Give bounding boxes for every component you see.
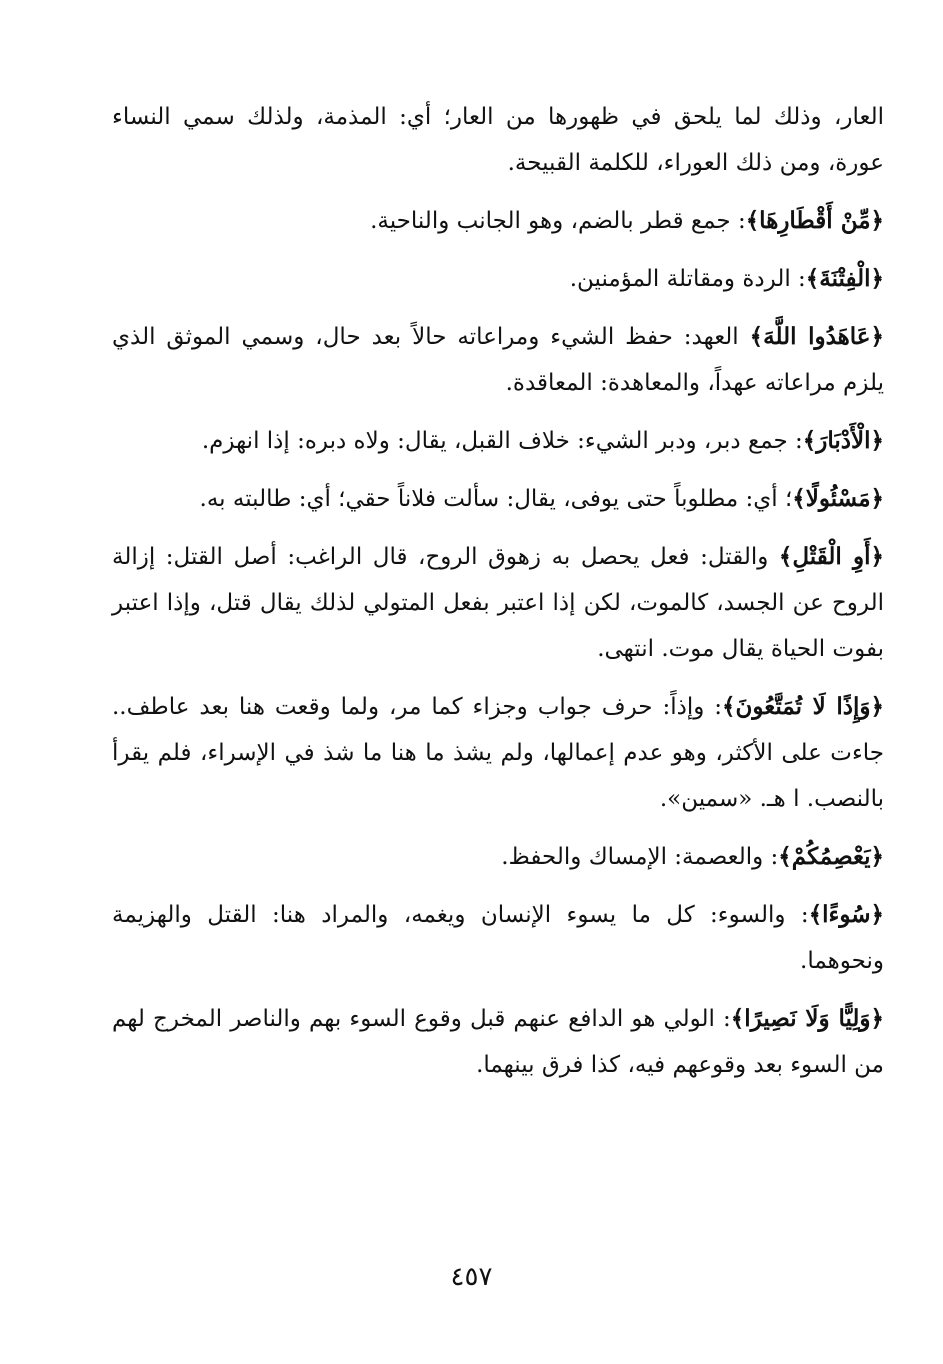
paragraph-1 — [112, 94, 884, 186]
page-body — [112, 94, 884, 1100]
paragraph-3 — [112, 256, 884, 302]
paragraph-text: : الردة ومقاتلة المؤمنين. — [569, 266, 806, 292]
paragraph-9 — [112, 834, 884, 880]
quran-term: ﴿وَلِيًّا وَلَا نَصِيرًا﴾ — [730, 1005, 885, 1032]
paragraph-8 — [112, 684, 884, 822]
paragraph-text: : والعصمة: الإمساك والحفظ. — [501, 844, 779, 870]
paragraph-text: : والسوء: كل ما يسوء الإنسان ويغمه، والمراد هنا: القتل والهزيمة ونحوهما. — [112, 902, 884, 974]
quran-term: ﴿عَاهَدُوا اللَّهَ﴾ — [749, 323, 885, 350]
paragraph-text: : الولي هو الدافع عنهم قبل وقوع السوء بهم والناصر المخرج لهم من السوء بعد وقوعهم فيه، كذا فرق بينهما. — [112, 1006, 884, 1078]
paragraph-text: : جمع دبر، ودبر الشيء: خلاف القبل، يقال: ولاه دبره: إذا انهزم. — [201, 428, 803, 454]
quran-term: ﴿يَعْصِمُكُمْ﴾ — [778, 843, 884, 870]
paragraph-text: : وإذاً: حرف جواب وجزاء كما مر، ولما وقعت هنا بعد عاطف.. جاءت على الأكثر، وهو عدم إعمالها، ولم يشذ ما هنا ما شذ في الإسراء، فلم يقرأ بالنصب. ا هـ. «سمين». — [112, 694, 884, 812]
quran-term: ﴿أَوِ الْقَتْلِ﴾ — [778, 543, 884, 570]
paragraph-5 — [112, 418, 884, 464]
quran-term: ﴿مِّنْ أَقْطَارِهَا﴾ — [745, 207, 884, 234]
quran-term: ﴿سُوءًا﴾ — [808, 901, 884, 928]
paragraph-2 — [112, 198, 884, 244]
paragraph-7 — [112, 534, 884, 672]
paragraph-6 — [112, 476, 884, 522]
paragraph-text: ؛ أي: مطلوباً حتى يوفى، يقال: سألت فلاناً حقي؛ أي: طالبته به. — [199, 486, 793, 512]
paragraph-4 — [112, 314, 884, 406]
paragraph-text: العار، وذلك لما يلحق في ظهورها من العار؛ أي: المذمة، ولذلك سمي النساء عورة، ومن ذلك العوراء، للكلمة القبيحة. — [112, 104, 884, 176]
quran-term: ﴿الْفِتْنَةَ﴾ — [805, 265, 884, 292]
paragraph-10 — [112, 892, 884, 984]
paragraph-text: : جمع قطر بالضم، وهو الجانب والناحية. — [370, 208, 746, 234]
paragraph-text: والقتل: فعل يحصل به زهوق الروح، قال الراغب: أصل القتل: إزالة الروح عن الجسد، كالموت، لكن إذا اعتبر بفعل المتولي لذلك يقال قتل، وإذا اعتبر بفوت الحياة يقال موت. انتهى. — [112, 544, 884, 662]
quran-term: ﴿مَسْئُولًا﴾ — [792, 485, 884, 512]
paragraph-text: العهد: حفظ الشيء ومراعاته حالاً بعد حال، وسمي الموثق الذي يلزم مراعاته عهداً، والمعاهدة: المعاقدة. — [112, 324, 884, 396]
quran-term: ﴿وَإِذًا لَا تُمَتَّعُونَ﴾ — [722, 693, 884, 720]
paragraph-11 — [112, 996, 884, 1088]
page-number: ٤٥٧ — [450, 1262, 493, 1292]
quran-term: ﴿الْأَدْبَارَ﴾ — [802, 427, 884, 454]
